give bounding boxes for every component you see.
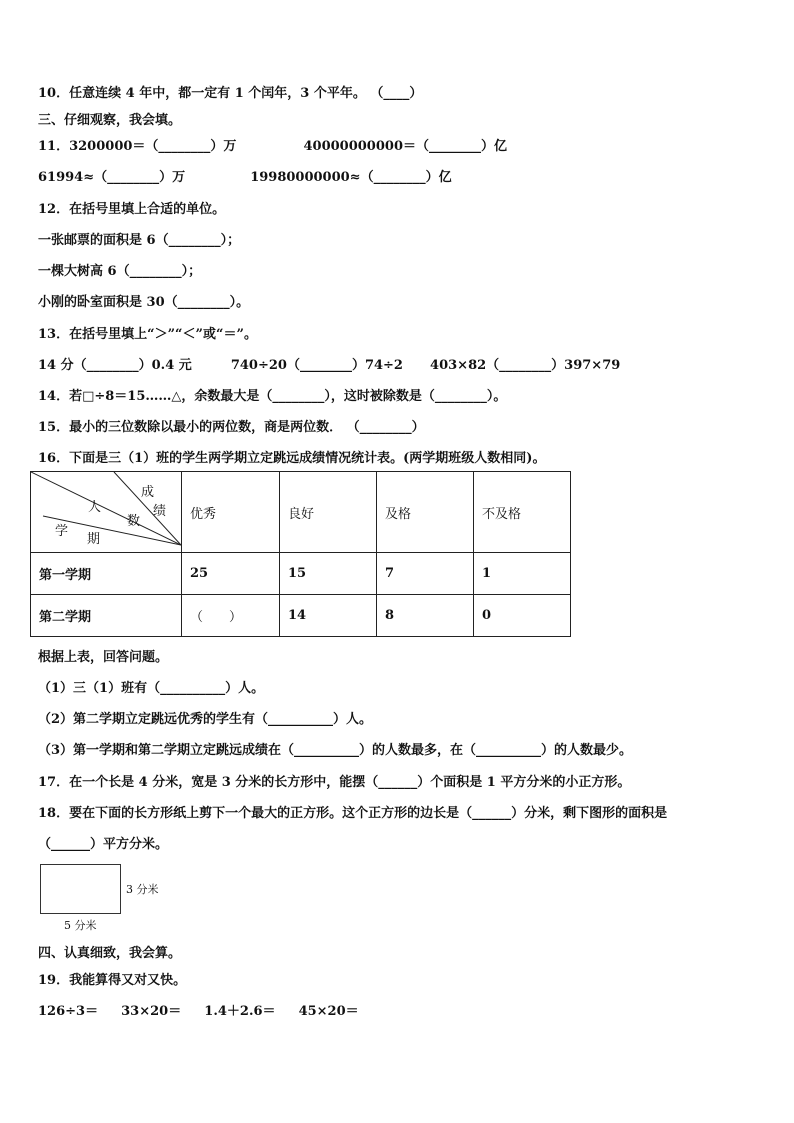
corner-shu: 数: [127, 514, 141, 529]
table-corner-cell: [31, 472, 182, 553]
table-cell: 8: [377, 595, 474, 637]
row-label: 第二学期: [31, 595, 182, 637]
question-15: 15．最小的三位数除以最小的两位数，商是两位数． （________）: [38, 420, 425, 435]
rectangle-figure: [40, 864, 121, 914]
header-excellent: 优秀: [182, 472, 280, 553]
question-14: 14．若□÷8＝15……△，余数最大是（________），这时被除数是（________）。: [38, 389, 507, 404]
header-pass: 及格: [377, 472, 474, 553]
q11-b: 40000000000＝（________）亿: [303, 139, 507, 154]
q19-item: 1.4＋2.6＝: [204, 1004, 276, 1019]
q16-sub2: （2）第二学期立定跳远优秀的学生有（__________）人。: [38, 712, 373, 727]
figure-height-label: 3 分米: [126, 883, 159, 896]
q11-a: 11．3200000＝（________）万: [38, 139, 237, 154]
q11-d: 19980000000≈（________）亿: [250, 170, 452, 185]
question-19-items: [38, 1000, 359, 1019]
question-11-row1: [38, 135, 507, 154]
q13-a: 14 分（________）0.4 元: [38, 358, 192, 373]
question-13-items: [38, 354, 620, 373]
question-16: 16．下面是三（1）班的学生两学期立定跳远成绩情况统计表。(两学期班级人数相同)。: [38, 451, 546, 466]
q16-sub1: （1）三（1）班有（__________）人。: [38, 681, 265, 696]
q19-item: 33×20＝: [121, 1004, 182, 1019]
figure-width-label: 5 分米: [64, 919, 97, 932]
section-3-heading: 三、仔细观察，我会填。: [38, 113, 182, 128]
corner-ren: 人: [88, 500, 102, 515]
q16-sub3: （3）第一学期和第二学期立定跳远成绩在（__________）的人数最多，在（__________）的人数最少。: [38, 743, 633, 758]
question-12: 12．在括号里填上合适的单位。: [38, 202, 226, 217]
corner-xue: 学: [55, 524, 69, 539]
question-11-row2: [38, 166, 452, 185]
q16-intro: 根据上表，回答问题。: [38, 650, 169, 665]
table-header-row: [31, 472, 571, 553]
question-17: 17．在一个长是 4 分米，宽是 3 分米的长方形中，能摆（______）个面积是 1 平方分米的小正方形。: [38, 775, 631, 790]
corner-cheng: 成: [141, 485, 155, 500]
q13-b: 740÷20（________）74÷2: [230, 358, 403, 373]
header-good: 良好: [280, 472, 377, 553]
q19-item: 126÷3＝: [38, 1004, 99, 1019]
table-row: [31, 595, 571, 637]
table-cell: 1: [474, 553, 571, 595]
table-cell: 7: [377, 553, 474, 595]
q13-c: 403×82（________）397×79: [430, 358, 621, 373]
corner-qi: 期: [87, 532, 101, 547]
q19-item: 45×20＝: [298, 1004, 359, 1019]
q12-room: 小刚的卧室面积是 30（________）。: [38, 295, 250, 310]
question-19: 19．我能算得又对又快。: [38, 973, 187, 988]
table-row: [31, 553, 571, 595]
question-13: 13．在括号里填上“＞”“＜”或“＝”。: [38, 327, 257, 342]
question-18: 18．要在下面的长方形纸上剪下一个最大的正方形。这个正方形的边长是（______）分米，剩下图形的面积是: [38, 806, 668, 821]
question-18-cont: （______）平方分米。: [38, 837, 169, 852]
q11-c: 61994≈（________）万: [38, 170, 186, 185]
question-10: 10．任意连续 4 年中，都一定有 1 个闰年，3 个平年。 （____）: [38, 86, 423, 101]
section-4-heading: 四、认真细致，我会算。: [38, 946, 182, 961]
table-cell: 15: [280, 553, 377, 595]
table-cell: 0: [474, 595, 571, 637]
stats-table: [30, 471, 571, 637]
table-cell: （ ）: [182, 595, 280, 637]
q12-tree: 一棵大树高 6（________）；: [38, 264, 202, 279]
table-cell: 14: [280, 595, 377, 637]
table-cell: 25: [182, 553, 280, 595]
header-fail: 不及格: [474, 472, 571, 553]
row-label: 第一学期: [31, 553, 182, 595]
q12-stamp: 一张邮票的面积是 6（________）；: [38, 233, 241, 248]
corner-ji: 绩: [153, 504, 167, 519]
